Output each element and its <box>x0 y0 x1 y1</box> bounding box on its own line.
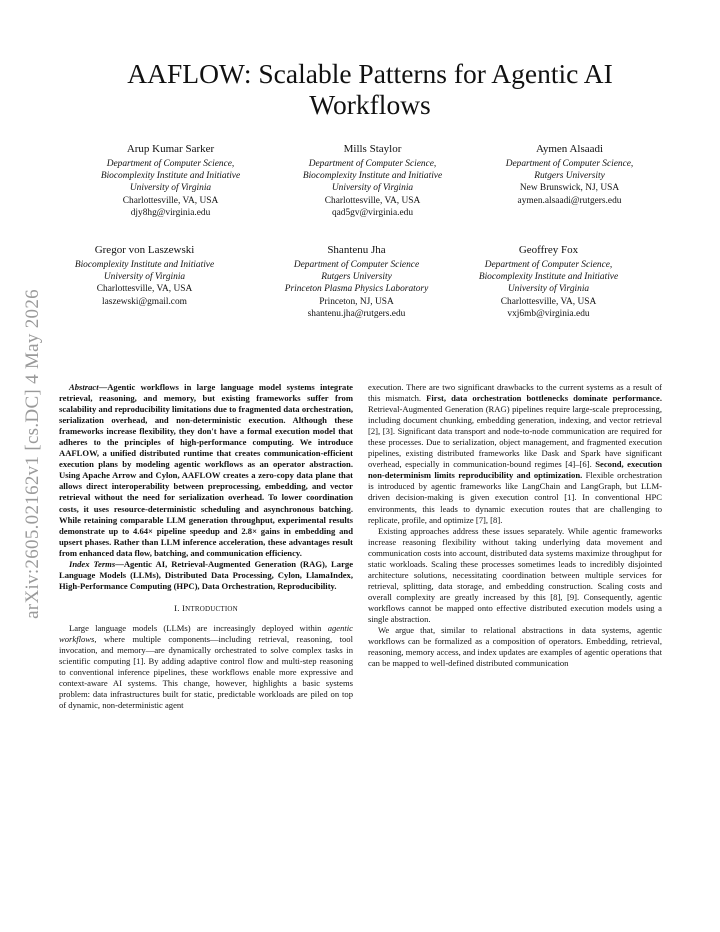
author-name: Aymen Alsaadi <box>535 143 604 155</box>
section-title-rest: NTRODUCTION <box>185 604 238 613</box>
author-location: Charlottesville, VA, USA <box>500 296 597 307</box>
author-location: Charlottesville, VA, USA <box>122 195 219 206</box>
author-affiliation: Biocomplexity Institute and Initiative <box>478 272 619 283</box>
author-block-6 <box>446 243 651 320</box>
right-column <box>368 382 662 669</box>
author-email: aymen.alsaadi@rutgers.edu <box>517 195 622 206</box>
author-affiliation: Department of Computer Science <box>293 260 420 270</box>
author-affiliation: Biocomplexity Institute and Initiative <box>74 260 215 270</box>
index-terms <box>59 559 353 592</box>
abstract-label: Abstract <box>69 382 99 392</box>
index-terms-label: Index Terms <box>69 558 116 569</box>
bold-claim-first: First, data orchestration bottlenecks dominate performance. <box>426 393 662 404</box>
intro-paragraph-1 <box>59 623 353 711</box>
index-terms-text: —Agentic AI, Retrieval-Augmented Generation (RAG), Large Language Models (LLMs), Distributed Data Processing, Cylon, LlamaIndex, High-Performance Computing (HPC), Data Orchestration, Reproducibility. <box>59 558 354 591</box>
abstract <box>59 382 353 559</box>
author-block-1 <box>68 142 273 219</box>
author-block-3 <box>467 142 672 207</box>
author-name: Mills Staylor <box>343 143 402 155</box>
intro-paragraph-3: We argue that, similar to relational abstractions in data systems, agentic workflows can be formalized as a composition of operators. Embedding, retrieval, reasoning, memory access, and index updates are examples of agentic operations that can be mapped to well-defined distributed communication <box>368 625 662 669</box>
author-affiliation: Biocomplexity Institute and Initiative <box>100 171 241 182</box>
bold-claim-second: Second, execution non-determinism limits reproducibility and optimization. <box>368 459 662 481</box>
author-email: djy8hg@virginia.edu <box>130 207 211 218</box>
author-block-2 <box>270 142 475 219</box>
author-name: Arup Kumar Sarker <box>126 143 215 155</box>
author-name: Geoffrey Fox <box>518 244 579 256</box>
author-email: vxj6mb@virginia.edu <box>507 308 590 319</box>
author-location: Charlottesville, VA, USA <box>324 195 421 206</box>
body-text: Flexible orchestration is introduced by agentic frameworks like LangChain and LangGraph, but LLM-driven decision-making is given execution control [1]. In conventional HPC environments, this leads to dynamic execution routes that are challenging to replicate, profile, and optimize [7], [8]. <box>368 470 662 525</box>
paper-title <box>80 58 660 120</box>
body-text: execution. There are two significant drawbacks to the current systems as a result of this mismatch. <box>368 382 662 404</box>
arxiv-identifier-text: arXiv:2605.02162v1 [cs.DC] 4 May 2026 <box>22 289 43 619</box>
body-text: Retrieval-Augmented Generation (RAG) pipelines require large-scale preprocessing, including document chunking, embedding generation, indexing, and vector retrieval [2], [3]. Significant data transport and node-to-node communication are required for these processes. Due to serialization, object management, and fragmented execution pipelines, existing distributed frameworks like Dask and Spark have significant overhead, especially in communication-bound regimes [4]–[6]. <box>368 404 662 470</box>
intro-text: Large language models (LLMs) are increasingly deployed within <box>69 622 328 633</box>
author-name: Gregor von Laszewski <box>94 244 195 256</box>
intro-paragraph-2: Existing approaches address these issues separately. While agentic frameworks increase reasoning flexibility without taking underlying data movement and communication costs into account, distributed data systems maximize throughput for static workloads. Scaling these processes sometimes leads to incredibly disjointed architecture solutions, necessitating coordination between multiple services for retrieval, splitting, data storage, and embedding construction. Scaling costs and overall complexity are greatly increased by this [8], [9]. Consequently, agentic workflows cannot be mapped onto effective distributed execution models using a single abstraction. <box>368 525 662 624</box>
paper-title-line-2: Workflows <box>309 89 431 120</box>
section-number: I. <box>174 602 183 613</box>
paper-title-line-1: AAFLOW: Scalable Patterns for Agentic AI <box>127 58 613 89</box>
author-block-5 <box>254 243 459 320</box>
author-affiliation: University of Virginia <box>331 183 414 194</box>
author-affiliation: Rutgers University <box>321 272 392 283</box>
intro-text: , where multiple components—including retrieval, reasoning, tool invocation, and memory—are dynamically orchestrated to solve complex tasks in scientific computing [1]. By adding adaptive control flow and multi-step reasoning to conventional inference pipelines, these workflows enable more expressive and context-aware AI systems. This change, however, highlights a basic systems problem: data infrastructures built for static, predictable workloads are piled on top of dynamic, non-deterministic agent <box>59 633 353 711</box>
author-affiliation: Department of Computer Science, <box>308 159 437 169</box>
author-affiliation: University of Virginia <box>129 183 212 194</box>
author-location: Charlottesville, VA, USA <box>96 284 193 295</box>
author-affiliation: Rutgers University <box>534 171 605 182</box>
author-affiliation: Princeton Plasma Physics Laboratory <box>284 284 429 295</box>
author-location: Princeton, NJ, USA <box>319 296 394 307</box>
author-affiliation: Department of Computer Science, <box>106 159 235 169</box>
section-initial: I <box>182 602 186 613</box>
intro-emphasis: agentic workflows <box>59 622 353 644</box>
abstract-text: —Agentic workflows in large language model systems integrate retrieval, reasoning, and memory, but existing frameworks suffer from scalability and reproducibility limitations due to fragmented data orchestration, serialization overhead, and non-deterministic execution. Although these frameworks increase flexibility, they don't have a formal execution model that adheres to the principles of high-performance computing. We introduce AAFLOW, a unified distributed runtime that creates communication-efficient execution plans by modeling agentic workflows as an operator abstraction. Using Apache Arrow and Cylon, AAFLOW creates a zero-copy data plane that allows direct interoperability between preprocessing, embedding, and vector retrieval without the need for serialization overhead. To lower coordination costs, it uses resource-deterministic scheduling and asynchronous batching. While retaining comparable LLM generation throughput, experimental results demonstrate up to 4.64× pipeline speedup and 2.8× gains in embedding and upsert phases. Rather than LLM inference acceleration, these advantages result from enhanced data flow, batching, and communication efficiency. <box>59 382 353 558</box>
intro-paragraph-1-continued <box>368 382 662 526</box>
left-column <box>59 382 353 711</box>
author-name: Shantenu Jha <box>327 244 386 256</box>
author-block-4 <box>42 243 247 308</box>
author-affiliation: Department of Computer Science, <box>505 159 634 169</box>
section-heading-introduction <box>59 603 353 615</box>
author-location: New Brunswick, NJ, USA <box>519 183 620 194</box>
author-affiliation: University of Virginia <box>507 284 590 295</box>
author-email: shantenu.jha@rutgers.edu <box>307 308 406 319</box>
author-affiliation: University of Virginia <box>103 272 186 283</box>
author-email: qad5gv@virginia.edu <box>331 207 414 218</box>
author-affiliation: Biocomplexity Institute and Initiative <box>302 171 443 182</box>
author-affiliation: Department of Computer Science, <box>484 260 613 270</box>
author-email: laszewski@gmail.com <box>102 296 187 307</box>
